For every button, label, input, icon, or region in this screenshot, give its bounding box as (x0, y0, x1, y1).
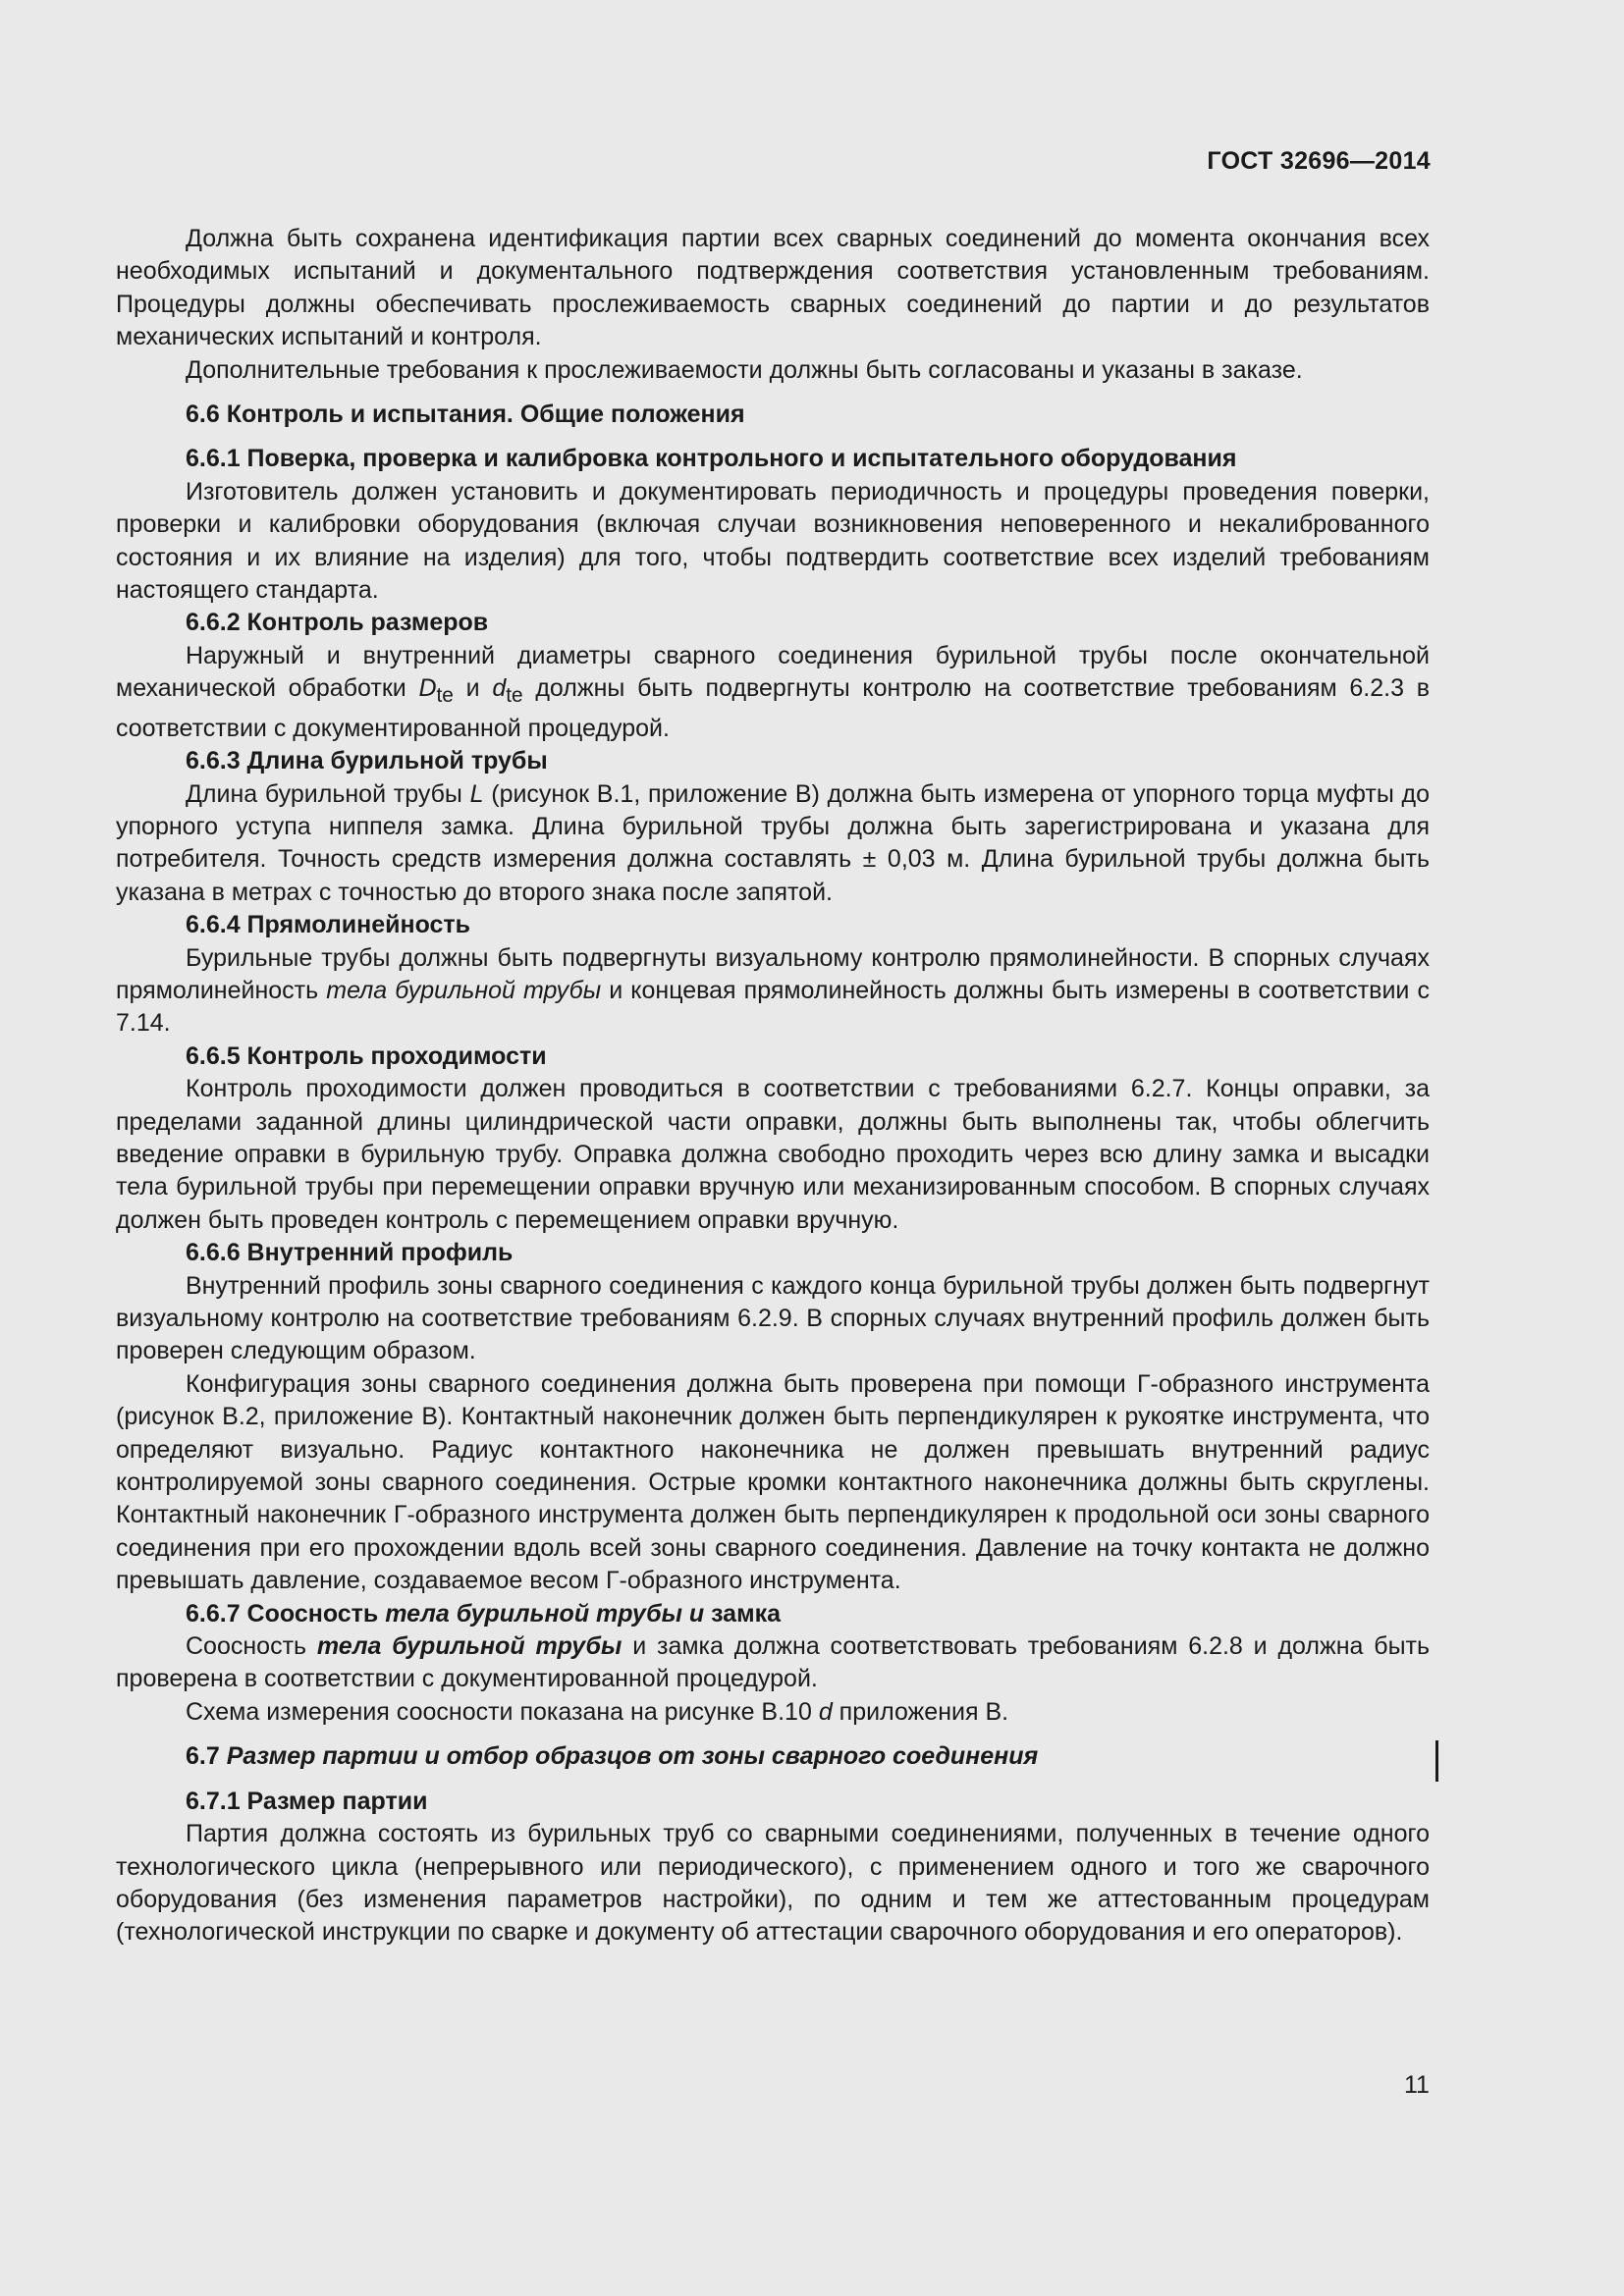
symbol-length: L (469, 779, 484, 808)
section-6-6-6-paragraph-1: Внутренний профиль зоны сварного соединения с каждого конца бурильной трубы должен быть подвергнут визуальному контролю на соответствие требованиям 6.2.9. В спорных случаях внутренний профиль должен быть проверен следующим образом. (116, 1271, 1430, 1365)
document-code: ГОСТ 32696—2014 (1207, 147, 1431, 175)
section-6-6-5-title: 6.6.5 Контроль проходимости (186, 1041, 547, 1070)
section-6-6-6-title: 6.6.6 Внутренний профиль (186, 1239, 514, 1267)
section-6-6-1-title: 6.6.1 Поверка, проверка и калибровка контрольного и испытательного оборудования (186, 445, 1237, 473)
symbol-inner-diameter: d (492, 674, 507, 703)
section-6-6-7-paragraph-1: Соосность тела бурильной трубы и замка должна соответствовать требованиям 6.2.8 и должна быть проверена в соответствии с документированной процедурой. (116, 1632, 1431, 1693)
section-6-6-7-title: 6.6.7 Соосность тела бурильной трубы и замка (186, 1599, 781, 1628)
paragraph-traceability: Должна быть сохранена идентификация партии всех сварных соединений до момента окончания всех необходимых испытаний и документального подтверждения соответствия установленным требованиям. Процедуры должны обеспечивать прослеживаемость сварных соединений до партии и до результатов механических испытаний и контроля. (116, 225, 1430, 351)
section-6-6-6-paragraph-2: Конфигурация зоны сварного соединения должна быть проверена при помощи Г-образного инструмента (рисунок В.2, приложение В). Контактный наконечник должен быть перпендикулярен к рукоятке инструмента, что определяют визуально. Радиус контактного наконечника не должен превышать внутренний радиус контролируемой зоны сварного соединения. Острые кромки контактного наконечника должны быть скруглены. Контактный наконечник Г-образного инструмента должен быть перпендикулярен к продольной оси зоны сварного соединения при его прохождении вдоль всей зоны сварного соединения. Давление на точку контакта не должно превышать давление, создаваемое весом Г-образного инструмента. (116, 1369, 1430, 1595)
page-body (116, 223, 1430, 1949)
section-6-6-4-paragraph: Бурильные трубы должны быть подвергнуты визуальному контролю прямолинейности. В спорных случаях прямолинейность тела бурильной трубы и концевая прямолинейность должны быть измерены в соответствии с 7.14. (116, 943, 1430, 1038)
section-6-6-1-paragraph: Изготовитель должен установить и документировать периодичность и процедуры проведения поверки, проверки и калибровки оборудования (включая случаи возникновения неповеренного и некалиброванного состояния и их влияние на изделия) для того, чтобы подтвердить соответствие всех изделий требованиям настоящего стандарта. (116, 477, 1430, 605)
page-number: 11 (1404, 2071, 1430, 2099)
section-6-7-title: 6.7 Размер партии и отбор образцов от зоны сварного соединения (186, 1742, 1039, 1771)
symbol-outer-diameter: D (418, 674, 437, 703)
section-6-6-5-paragraph: Контроль проходимости должен проводиться в соответствии с требованиями 6.2.7. Концы оправки, за пределами заданной длины цилиндрической части оправки, должны быть выполнены так, чтобы облегчить введение оправки в бурильную трубу. Оправка должна свободно проходить через всю длину замка и высадки тела бурильной трубы при перемещении оправки вручную или механизированным способом. В спорных случаях должен быть проведен контроль с перемещением оправки вручную. (116, 1075, 1430, 1234)
section-6-6-2-paragraph: Наружный и внутренний диаметры сварного соединения бурильной трубы после окончательной механической обработки $D_{te}$ и $d_{te}$ должны быть подвергнуты контролю на соответствие требованиям 6.2.3 в соответствии с документированной процедурой. (116, 641, 1431, 742)
paragraph-traceability-extra: Дополнительные требования к прослеживаемости должны быть согласованы и указаны в заказе. (186, 355, 1303, 384)
section-6-6-title: 6.6 Контроль и испытания. Общие положения (186, 400, 745, 429)
section-6-6-7-paragraph-2: Схема измерения соосности показана на рисунке В.10 d приложения В. (186, 1697, 1009, 1726)
section-6-6-4-title: 6.6.4 Прямолинейность (186, 911, 471, 939)
revision-change-bar (1435, 1740, 1438, 1782)
section-6-7-1-title: 6.7.1 Размер партии (186, 1787, 428, 1815)
section-6-7-1-paragraph: Партия должна состоять из бурильных труб со сварными соединениями, полученных в течение одного технологического цикла (непрерывного или периодического), с применением одного и того же сварочного оборудования (без изменения параметров настройки), по одним и тем же аттестованным процедурам (технологической инструкции по сварке и документу об аттестации сварочного оборудования и его операторов). (116, 1820, 1430, 1947)
section-6-6-3-title: 6.6.3 Длина бурильной трубы (186, 747, 548, 775)
section-6-6-3-paragraph: Длина бурильной трубы L (рисунок В.1, приложение В) должна быть измерена от упорного торца муфты до упорного уступа ниппеля замка. Длина бурильной трубы должна быть зарегистрирована и указана для потребителя. Точность средств измерения должна составлять ± 0,03 м. Длина бурильной трубы должна быть указана в метрах с точностью до второго знака после запятой. (116, 779, 1430, 906)
section-6-6-2-title: 6.6.2 Контроль размеров (186, 609, 489, 637)
